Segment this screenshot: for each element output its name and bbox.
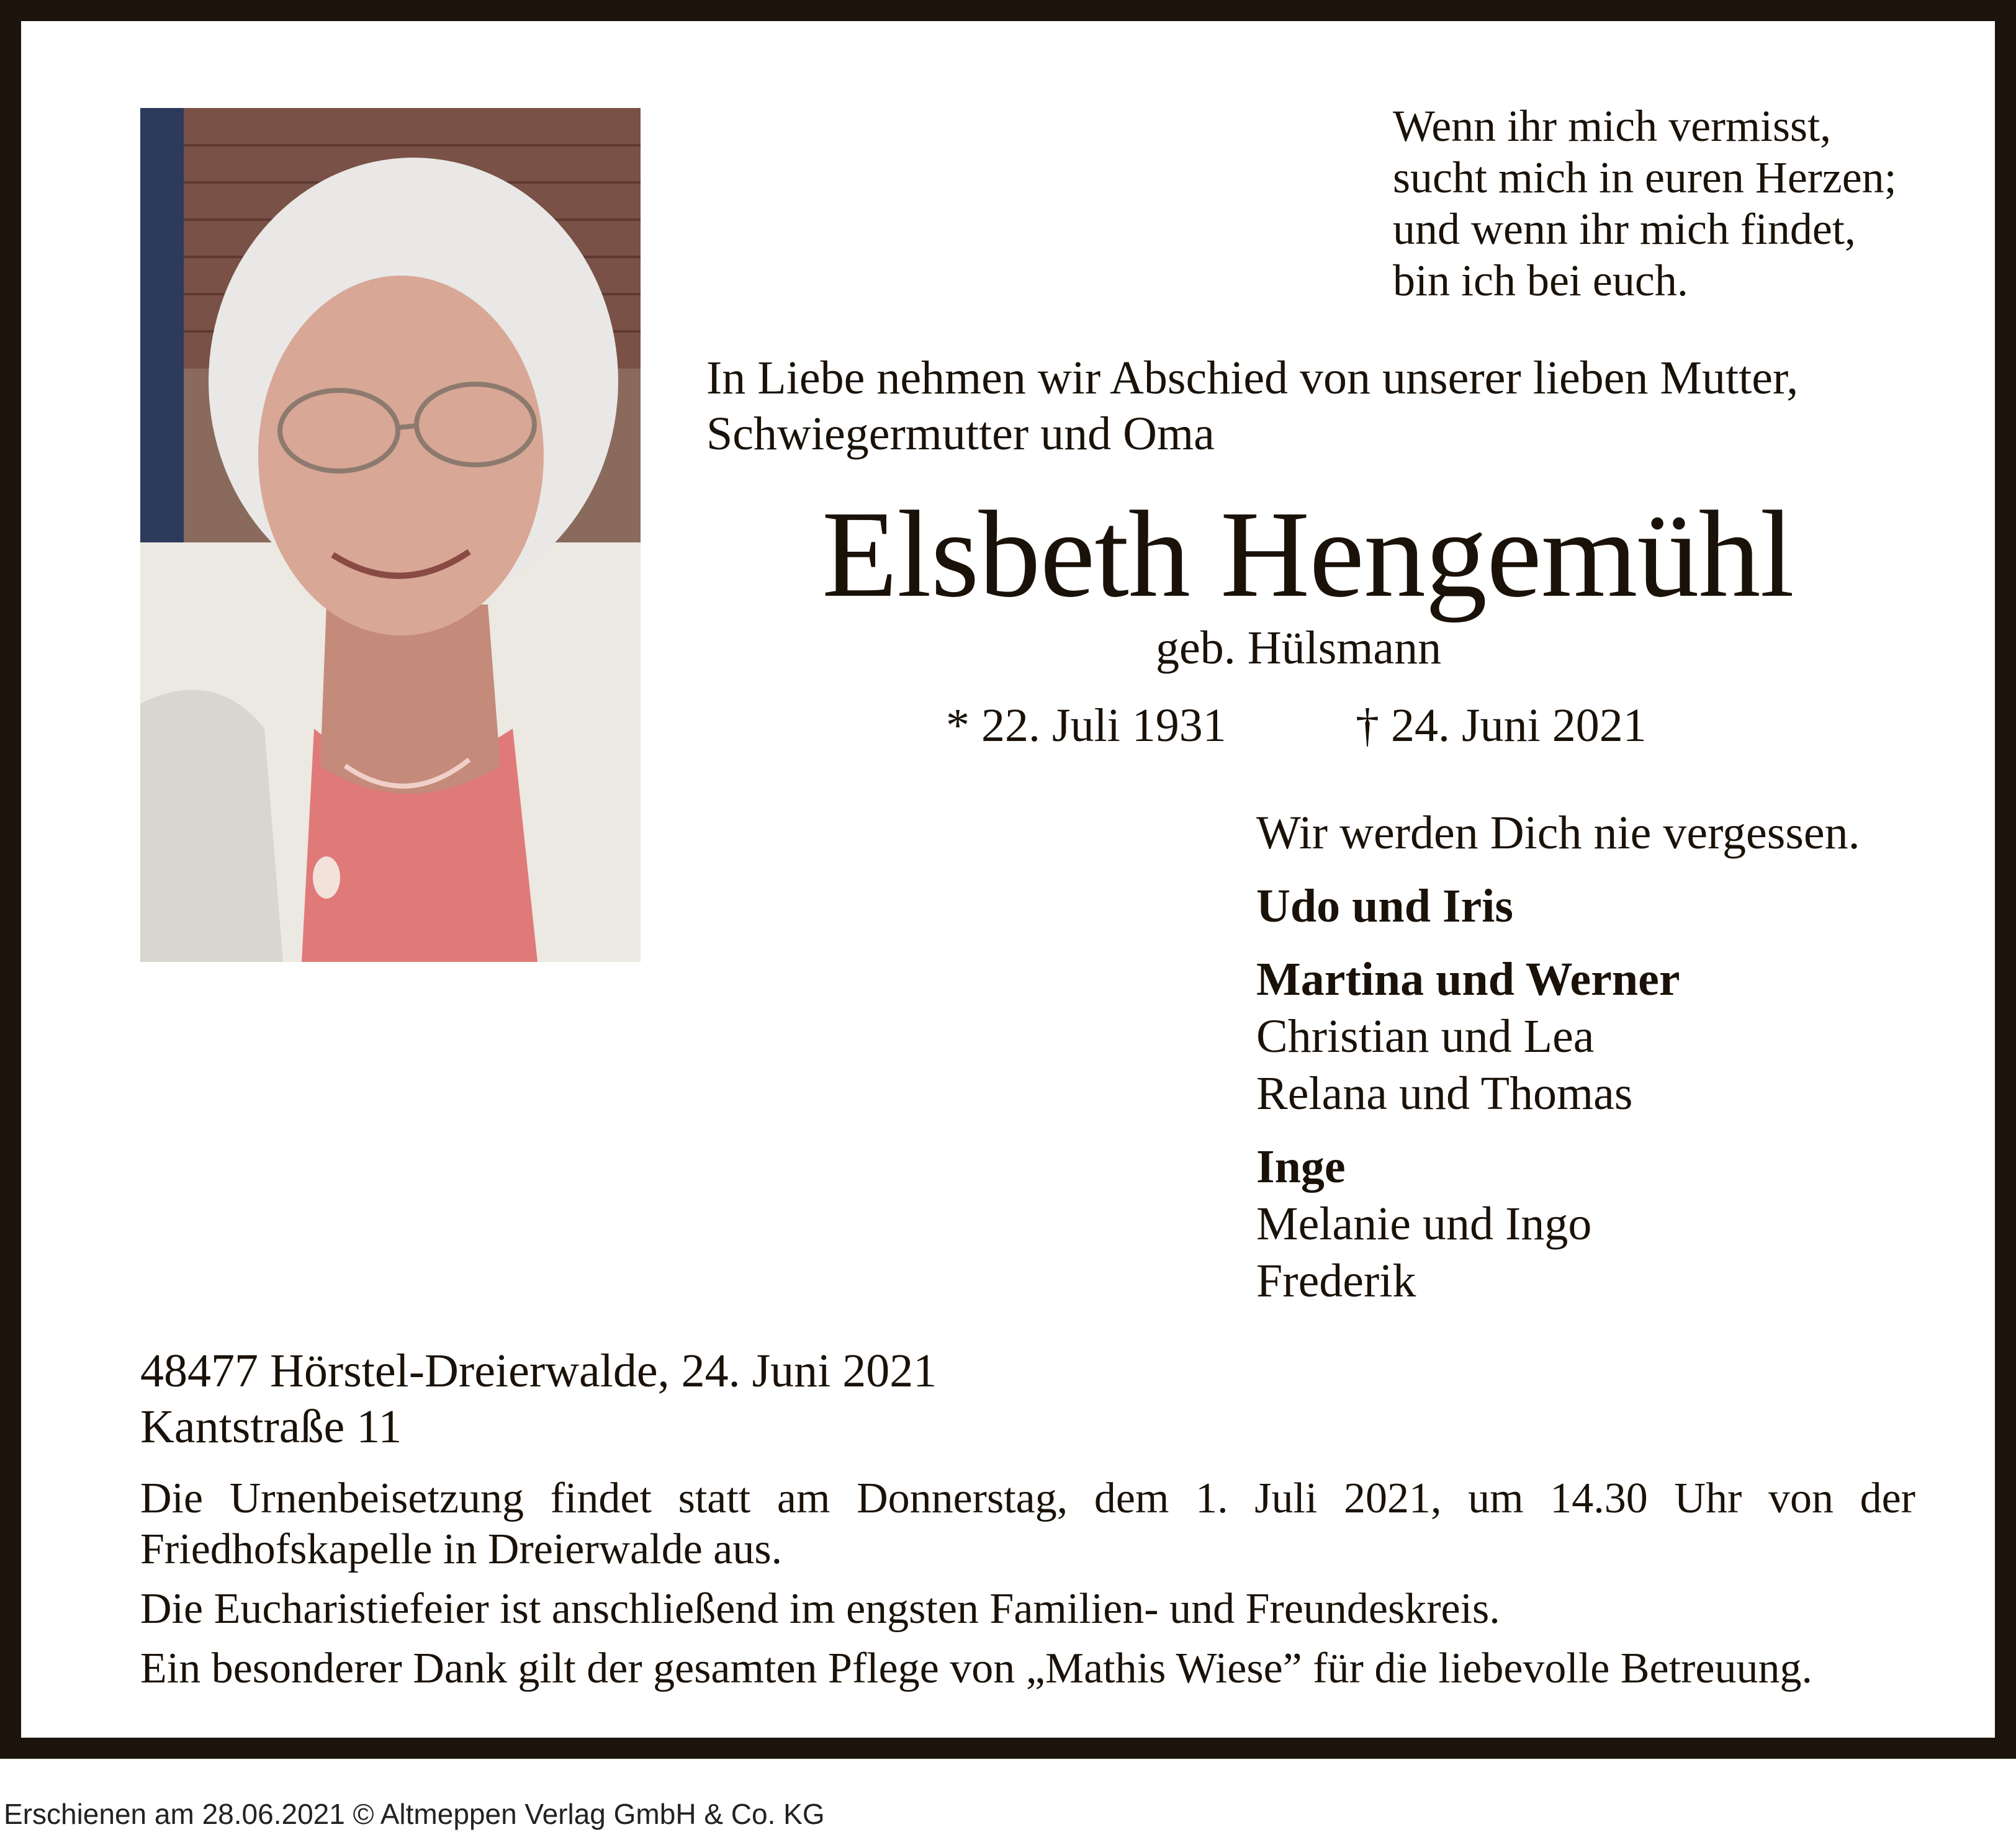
death-date: † 24. Juni 2021 <box>1356 699 1647 752</box>
intro-line: Schwiegermutter und Oma <box>706 408 1215 460</box>
family-group-name: Martina und Werner <box>1256 953 1680 1005</box>
family-member: Melanie und Ingo <box>1256 1198 1592 1250</box>
closing-line: Wir werden Dich nie vergessen. <box>1256 807 1860 859</box>
publication-footer: Erschienen am 28.06.2021 © Altmeppen Verlag GmbH & Co. KG <box>4 1798 825 1830</box>
street-address: Kantstraße 11 <box>140 1401 402 1453</box>
poem <box>1393 101 1897 307</box>
thanks-note: Ein besonderer Dank gilt der gesamten Pflege von „Mathis Wiese” für die liebevolle Betreuung. <box>140 1645 1812 1692</box>
poem-line: und wenn ihr mich findet, <box>1393 204 1856 254</box>
mass-note: Die Eucharistiefeier ist anschließend im engsten Familien- und Freundeskreis. <box>140 1585 1500 1633</box>
poem-line: sucht mich in euren Herzen; <box>1393 153 1897 202</box>
family-member: Frederik <box>1256 1255 1416 1307</box>
poem-line: Wenn ihr mich vermisst, <box>1393 101 1832 151</box>
family-signatures <box>1256 804 1860 1309</box>
family-group-name: Inge <box>1256 1141 1346 1193</box>
service-notes <box>140 1473 1915 1694</box>
family-member: Relana und Thomas <box>1256 1067 1633 1120</box>
poem-line: bin ich bei euch. <box>1393 256 1688 305</box>
place-date: 48477 Hörstel-Dreierwalde, 24. Juni 2021 <box>140 1345 937 1397</box>
intro-text <box>706 350 1798 462</box>
intro-line: In Liebe nehmen wir Abschied von unserer lieben Mutter, <box>706 352 1799 404</box>
family-group-name: Udo und Iris <box>1256 880 1513 932</box>
birth-date: * 22. Juli 1931 <box>946 699 1226 752</box>
deceased-name: Elsbeth Hengemühl <box>822 486 1794 623</box>
family-member: Christian und Lea <box>1256 1010 1595 1062</box>
portrait-photo <box>140 108 641 962</box>
burial-note: Die Urnenbeisetzung findet statt am Donnerstag, dem 1. Juli 2021, um 14.30 Uhr von der Friedhofskapelle in Dreierwalde aus. <box>140 1475 1915 1573</box>
birth-name: geb. Hülsmann <box>1156 622 1442 674</box>
